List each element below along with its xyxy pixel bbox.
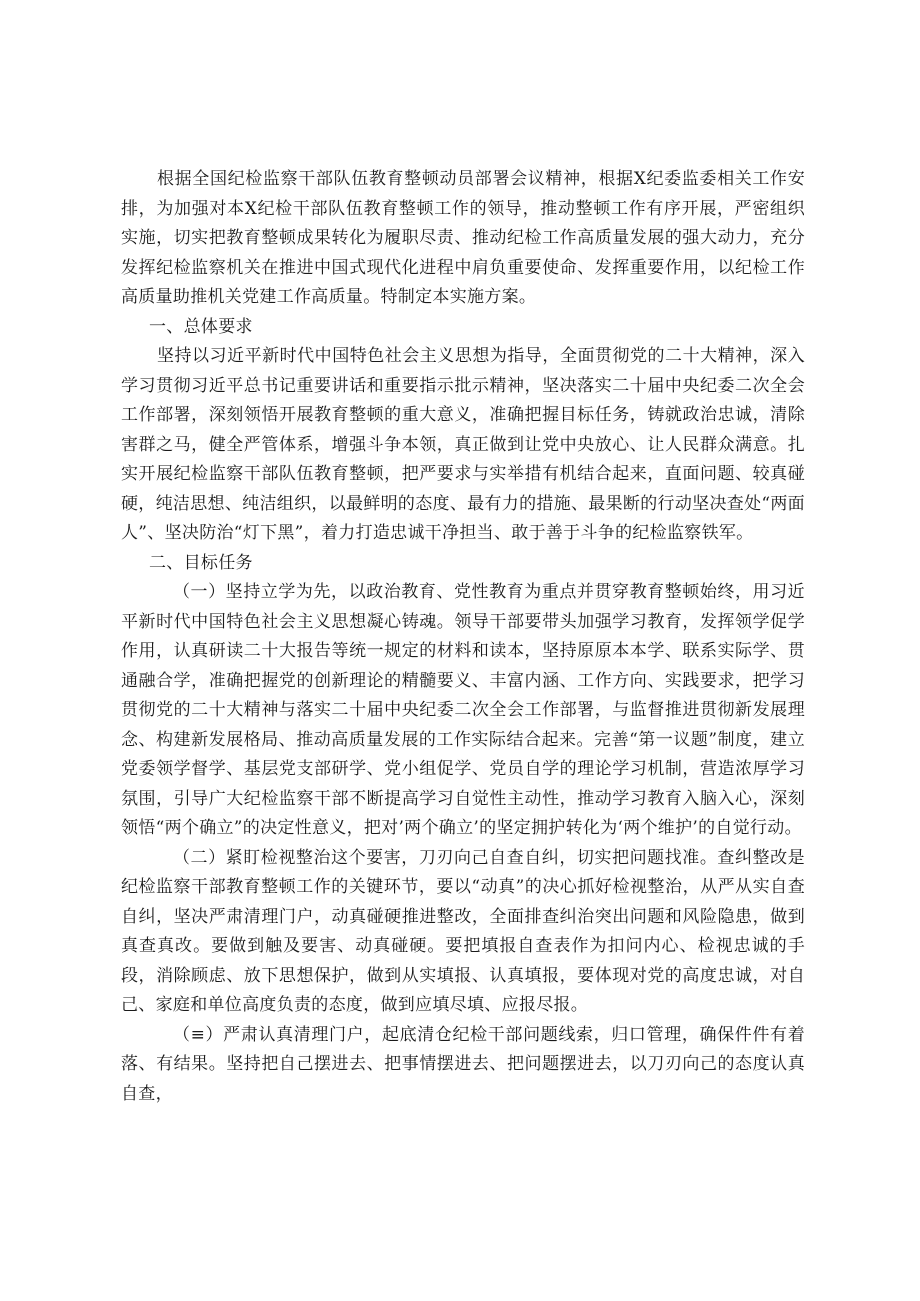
section-heading-general-requirements: 一、总体要求 [149, 316, 253, 337]
objective-item-3: （≡）严肃认真清理门户，起底清仓纪检干部问题线索，归口管理，确保件件有着落、有结果。坚持把自己摆进去、把事情摆进去、把问题摆进去，以刀刃向己的态度认真自查， [121, 1024, 805, 1104]
objective-item-1: （一）坚持立学为先，以政治教育、党性教育为重点并贯穿教育整顿始终，用习近平新时代中国特色社会主义思想凝心铸魂。领导干部要带头加强学习教育，发挥领学促学作用，认真研读二十大报告等统一规定的材料和读本，坚持原原本本学、联系实际学、贯通融合学，准确把握党的创新理论的精髓要义、丰富内涵、工作方向、实践要求，把学习贯彻党的二十大精神与落实二十届中央纪委二次全会工作部署，与监督推进贯彻新发展理念、构建新发展格局、推动高质量发展的工作实际结合起来。完善“第一议题”制度，建立党委领学督学、基层党支部研学、党小组促学、党员自学的理论学习机制，营造浓厚学习氛围，引导广大纪检监察干部不断提高学习自觉性主动性，推动学习教育入脑入心，深刻领悟“两个确立”的决定性意义，把对’两个确立’的坚定拥护转化为‘两个维护’的自觉行动。 [121, 582, 805, 838]
objective-item-2: （二）紧盯检视整治这个要害，刀刃向己自查自纠，切实把问题找准。查纠整改是纪检监察干部教育整顿工作的关键环节，要以“动真”的决心抓好检视整治，从严从实自查自纠，坚决严肃清理门户，动真碰硬推进整改，全面排查纠治突出问题和风险隐患，做到真查真改。要做到触及要害、动真碰硬。要把填报自查表作为扣问内心、检视忠诚的手段，消除顾虑、放下思想保护，做到从实填报、认真填报，要体现对党的高度忠诚，对自己、家庭和单位高度负责的态度，做到应填尽填、应报尽报。 [121, 847, 805, 1015]
general-requirements-paragraph: 坚持以习近平新时代中国特色社会主义思想为指导，全面贯彻党的二十大精神，深入学习贯彻习近平总书记重要讲话和重要指示批示精神，坚决落实二十届中央纪委二次全会工作部署，深刻领悟开展教育整顿的重大意义，准确把握目标任务，铸就政治忠诚，清除害群之马，健全严管体系，增强斗争本领，真正做到让党中央放心、让人民群众满意。扎实开展纪检监察干部队伍教育整顿，把严要求与实举措有机结合起来，直面问题、较真碰硬，纯洁思想、纯洁组织，以最鲜明的态度、最有力的措施、最果断的行动坚决查处“两面人”、坚决防治“灯下黑”，着力打造忠诚干净担当、敢于善于斗争的纪检监察铁军。 [121, 346, 805, 543]
intro-paragraph: 根据全国纪检监察干部队伍教育整顿动员部署会议精神，根据X纪委监委相关工作安排，为加强对本X纪检干部队伍教育整顿工作的领导，推动整顿工作有序开展，严密组织实施，切实把教育整顿成果转化为履职尽责、推动纪检工作高质量发展的强大动力，充分发挥纪检监察机关在推进中国式现代化进程中肩负重要使命、发挥重要作用，以纪检工作高质量助推机关党建工作高质量。特制定本实施方案。 [121, 169, 805, 307]
section-heading-objectives: 二、目标任务 [149, 552, 253, 573]
document-body [121, 165, 805, 1109]
